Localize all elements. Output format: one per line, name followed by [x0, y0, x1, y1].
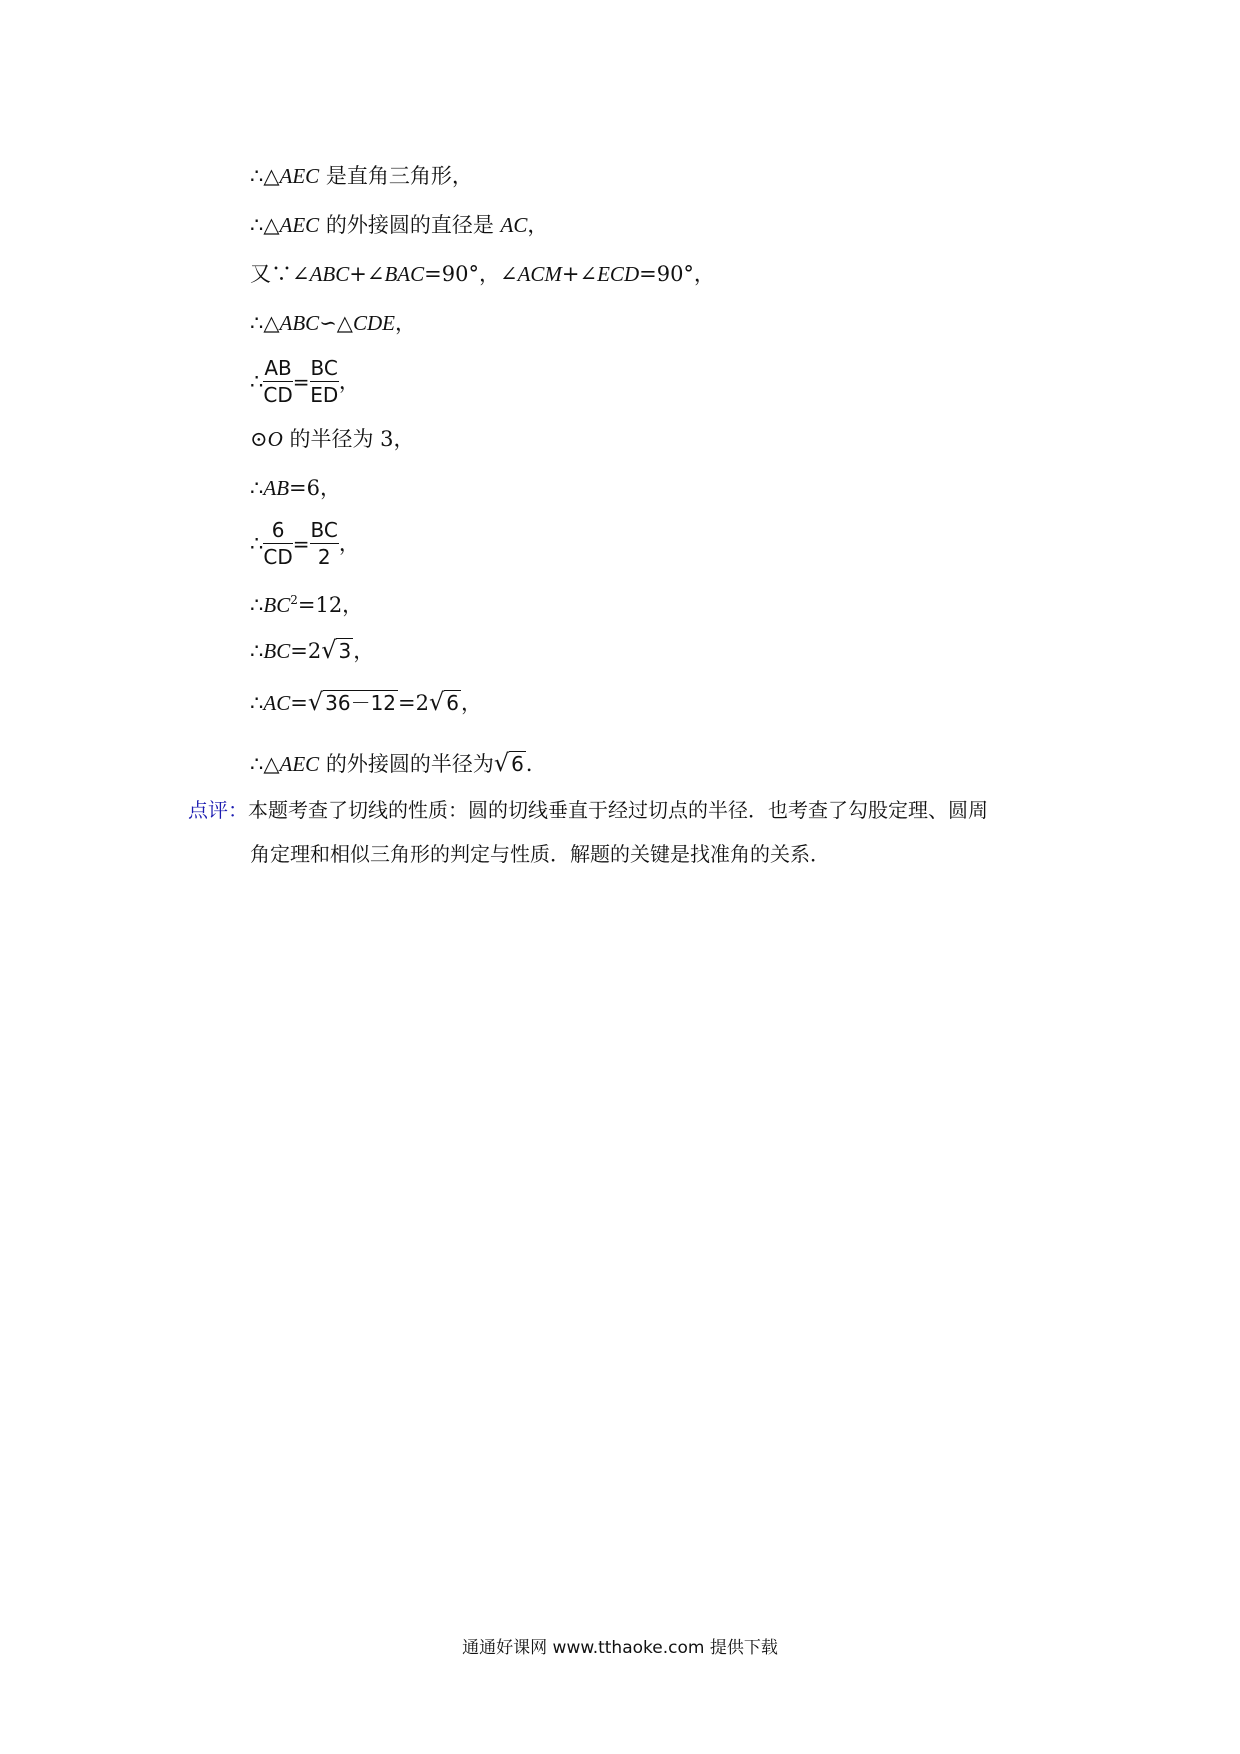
radicand: 3: [338, 639, 352, 663]
review-block: [188, 788, 1068, 876]
fraction-bc-ed: [310, 355, 339, 408]
denominator: CD: [263, 545, 293, 569]
text: =: [290, 691, 308, 715]
numerator: AB: [264, 356, 292, 380]
text: =12，: [297, 593, 364, 617]
var: AC: [263, 691, 291, 715]
var: AB: [263, 476, 290, 500]
var-ac: AC: [500, 213, 528, 237]
var: ACM: [517, 262, 562, 286]
text: 的外接圆的半径为: [319, 752, 494, 776]
text: ，: [338, 531, 360, 556]
var: BC: [263, 639, 291, 663]
text: ∴: [250, 476, 264, 500]
var: AEC: [279, 752, 320, 776]
text: 的外接圆的直径是: [319, 213, 501, 237]
text: ∽△: [319, 311, 353, 335]
text: 又∵∠: [250, 262, 310, 286]
var-aec: AEC: [279, 164, 320, 188]
text: ∴: [250, 369, 264, 394]
radical-sign: √: [307, 688, 324, 716]
review-text-line-1: 本题考查了切线的性质：圆的切线垂直于经过切点的半径．也考查了勾股定理、圆周: [248, 798, 988, 822]
sqrt-3: [321, 636, 353, 665]
text: ，: [338, 369, 360, 394]
text: ∴: [250, 593, 264, 617]
text: +∠: [561, 262, 598, 286]
line-8: [250, 514, 360, 572]
radical-sign: √: [493, 749, 510, 777]
text: ．: [525, 752, 547, 776]
line-10: [250, 636, 374, 665]
line-11: [250, 688, 482, 717]
fraction-ab-cd: [263, 355, 292, 408]
radicand: 6: [511, 752, 524, 776]
fraction-6-cd: [263, 517, 292, 570]
text: ∴△: [250, 311, 280, 335]
text: =2: [290, 639, 322, 663]
radical-sign: √: [429, 688, 445, 716]
page-footer: 通通好课网 www.tthaoke.com 提供下载: [462, 1638, 778, 1658]
numerator: BC: [310, 356, 338, 380]
var: O: [267, 427, 283, 451]
sqrt-6: [429, 688, 461, 717]
text: ，: [353, 639, 375, 663]
text: ∴△: [250, 752, 280, 776]
denominator: CD: [263, 383, 293, 407]
text: ，: [461, 691, 483, 715]
numerator: 6: [263, 517, 292, 544]
var-aec: AEC: [279, 213, 320, 237]
radicand: 6: [446, 691, 460, 715]
radical-sign: √: [321, 636, 337, 664]
line-9: [250, 586, 363, 619]
text: +∠: [349, 262, 385, 286]
var: CDE: [352, 311, 395, 335]
line-7: [250, 474, 341, 502]
line-5: [250, 352, 360, 410]
denominator: 2: [317, 545, 331, 569]
text: ∴: [250, 531, 264, 556]
circle-symbol: ⊙: [250, 427, 268, 451]
equals: =: [292, 531, 310, 556]
exponent: 2: [290, 593, 298, 607]
text: =90°，∠: [424, 262, 518, 286]
text: 是直角三角形，: [319, 164, 473, 188]
var: ABC: [279, 311, 320, 335]
var: BC: [263, 593, 291, 617]
text: ∴: [250, 639, 264, 663]
numerator: BC: [310, 518, 338, 542]
text: ∴△: [250, 213, 280, 237]
line-12: [250, 749, 547, 778]
text: ∴: [250, 691, 264, 715]
var: BAC: [384, 262, 425, 286]
var: ABC: [309, 262, 350, 286]
line-4: [250, 309, 416, 337]
text: =90°，: [639, 262, 715, 286]
var: ECD: [597, 262, 640, 286]
line-1: [250, 162, 473, 190]
line-2: [250, 211, 548, 239]
line-3: [250, 260, 715, 288]
line-6: [250, 425, 415, 453]
text: =2: [398, 691, 429, 715]
review-text-line-2: 角定理和相似三角形的判定与性质．解题的关键是找准角的关系．: [250, 842, 830, 866]
denominator: ED: [310, 383, 339, 407]
sqrt-36-12: [308, 688, 398, 717]
therefore-triangle: ∴△: [250, 164, 280, 188]
text: 的半径为 3，: [282, 427, 415, 451]
text: ，: [394, 311, 416, 335]
radicand: 36－12: [325, 691, 397, 715]
text: ，: [527, 213, 549, 237]
sqrt-6: [494, 749, 526, 778]
equals: =: [292, 369, 310, 394]
text: =6，: [289, 476, 341, 500]
fraction-bc-2: [310, 517, 339, 570]
review-label: 点评：: [188, 798, 248, 822]
